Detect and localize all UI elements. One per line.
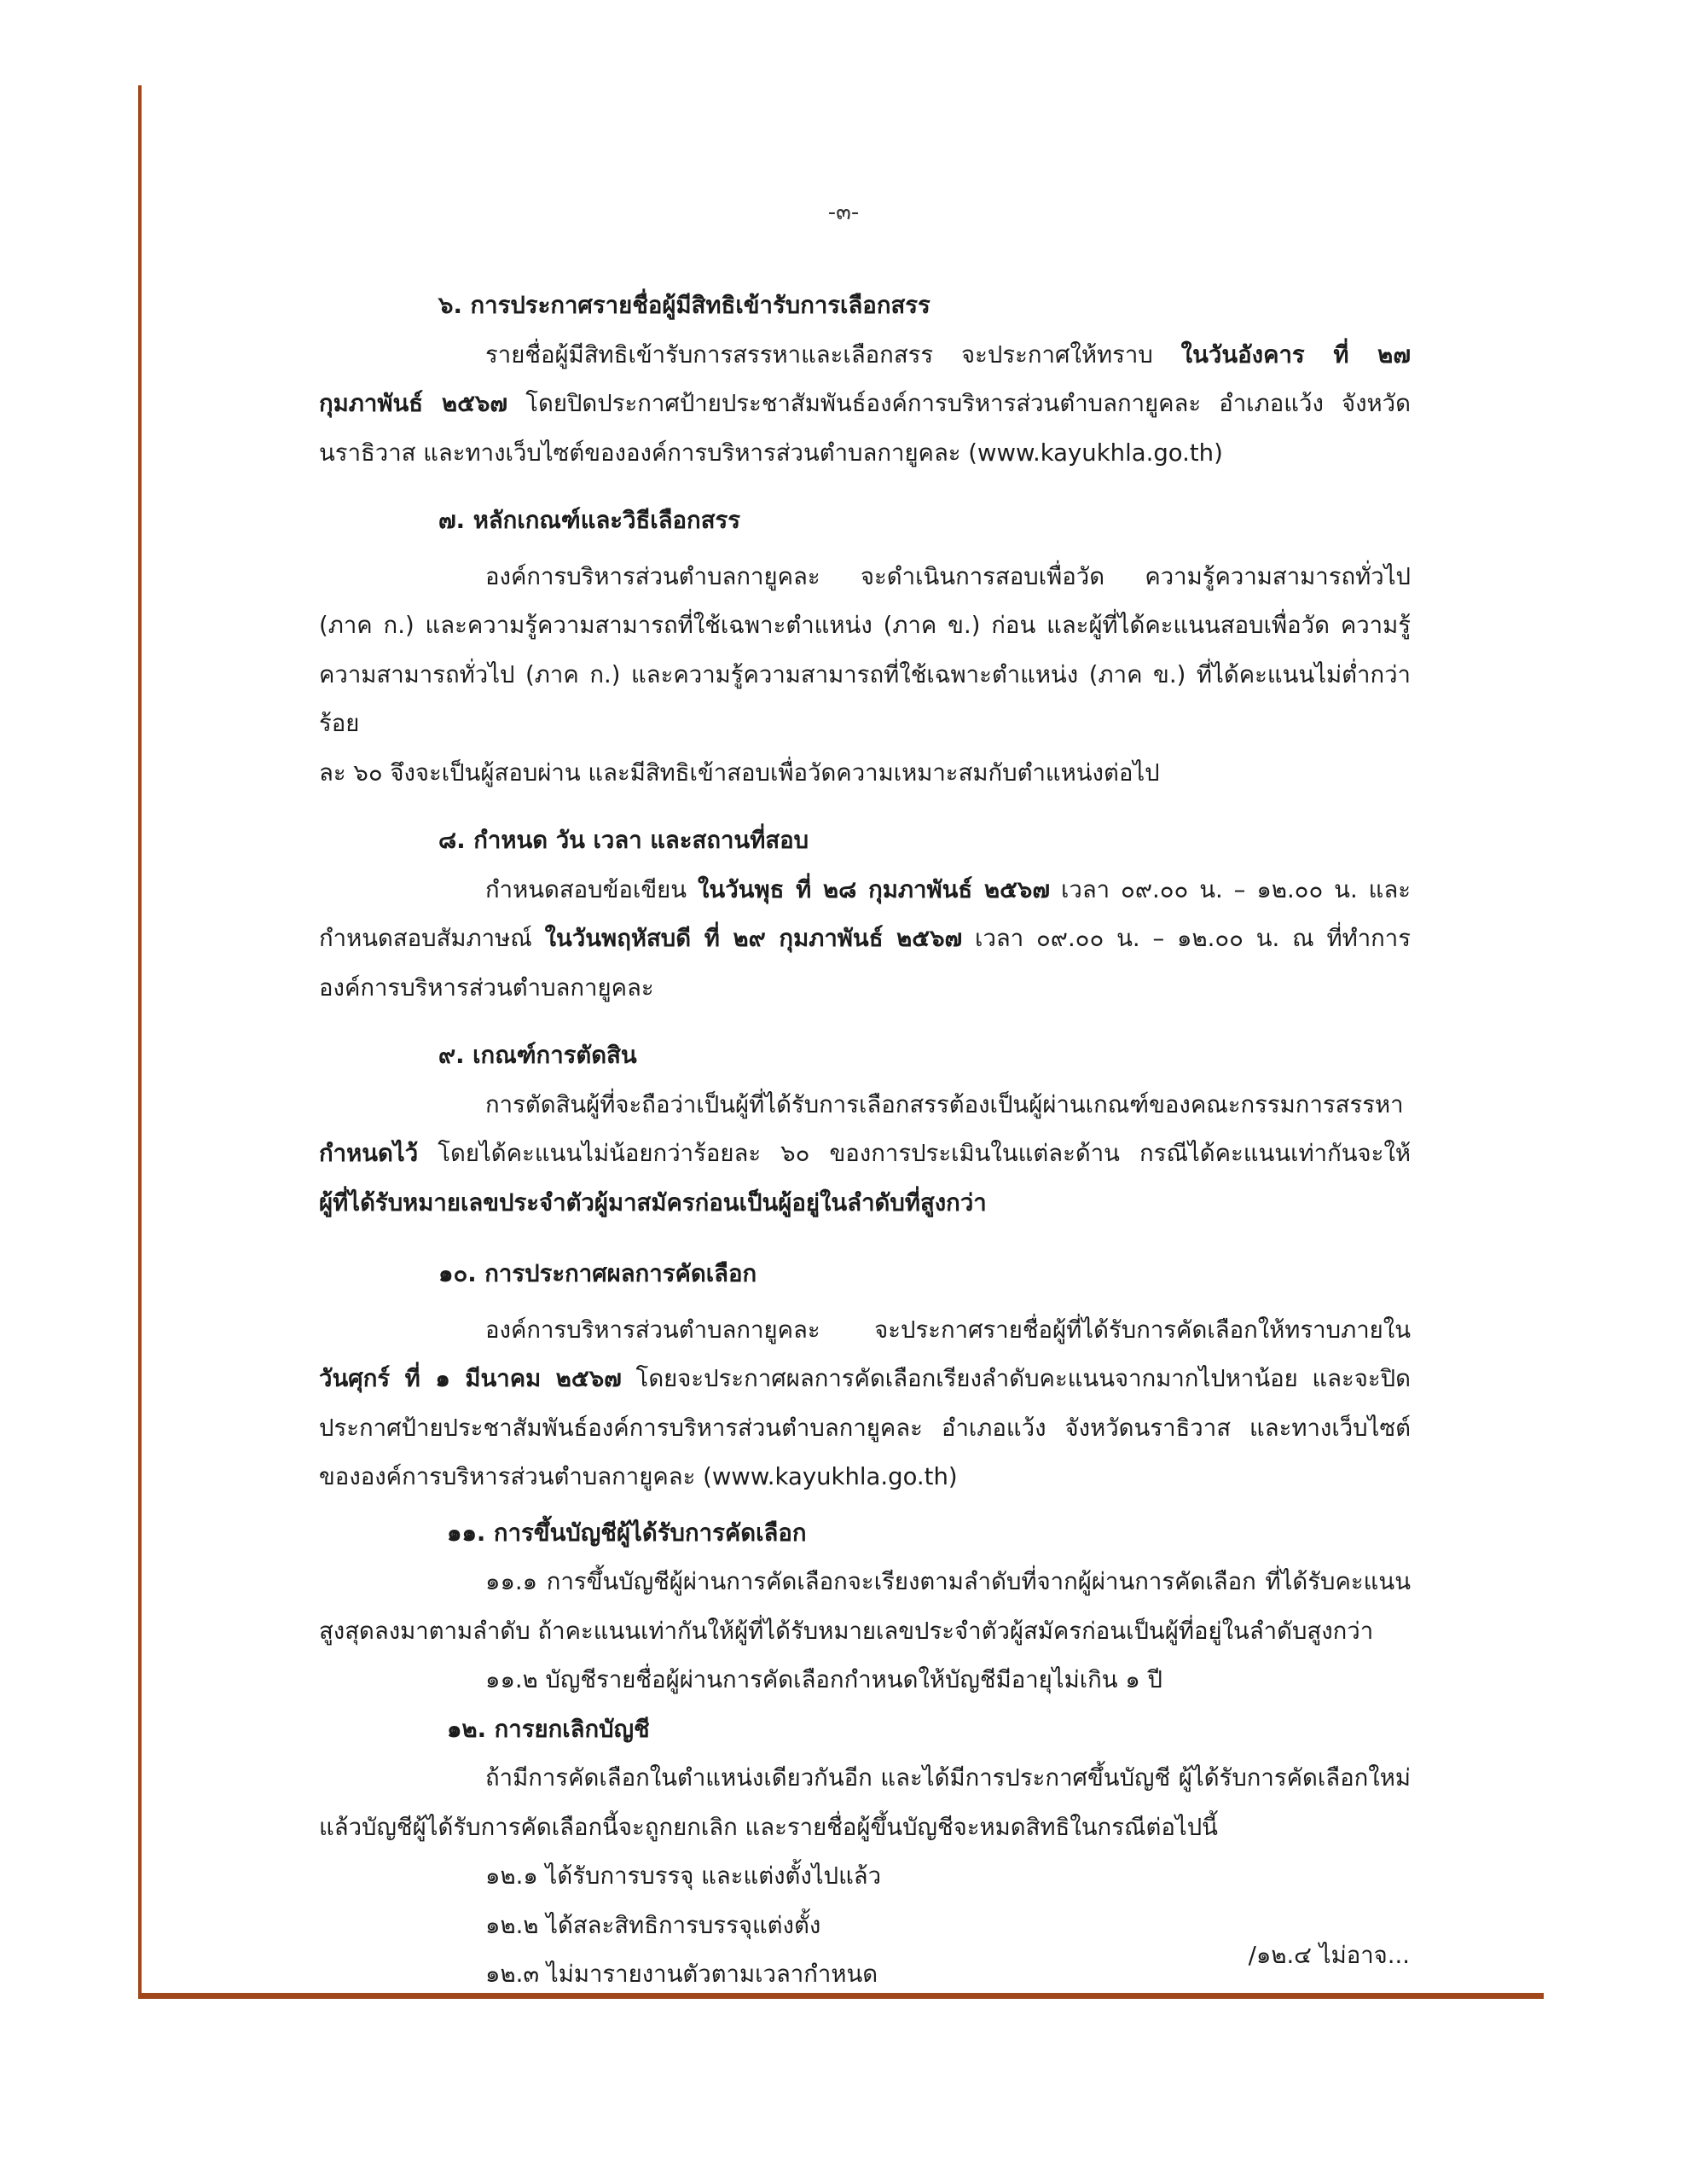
section-9-title: ๙. เกณฑ์การตัดสิน <box>438 1042 637 1069</box>
section-10-para-line2: วันศุกร์ ที่ ๑ มีนาคม ๒๕๖๗ โดยจะประกาศผลการคัดเลือกเรียงลำดับคะแนนจากมากไปหาน้อย และจะปิด <box>319 1365 1411 1392</box>
section-6-para-line1: รายชื่อผู้มีสิทธิเข้ารับการสรรหาและเลือกสรร จะประกาศให้ทราบ ในวันอังคาร ที่ ๒๗ <box>485 340 1411 369</box>
section-7-para-line1: องค์การบริหารส่วนตำบลกายูคละ จะดำเนินการสอบเพื่อวัด ความรู้ความสามารถทั่วไป <box>485 562 1411 590</box>
section-11-item-2: ๑๑.๒ บัญชีรายชื่อผู้ผ่านการคัดเลือกกำหนดให้บัญชีมีอายุไม่เกิน ๑ ปี <box>485 1666 1162 1693</box>
document-body <box>319 282 1411 2000</box>
section-10-para-line4: ขององค์การบริหารส่วนตำบลกายูคละ (www.kayukhla.go.th) <box>319 1463 958 1490</box>
section-11-title: ๑๑. การขึ้นบัญชีผู้ได้รับการคัดเลือก <box>447 1519 807 1547</box>
section-12-para-line2: แล้วบัญชีผู้ได้รับการคัดเลือกนี้จะถูกยกเลิก และรายชื่อผู้ขึ้นบัญชีจะหมดสิทธิในกรณีต่อไปนี้ <box>319 1813 1218 1841</box>
section-8-para-line2: กำหนดสอบสัมภาษณ์ ในวันพฤหัสบดี ที่ ๒๙ กุมภาพันธ์ ๒๕๖๗ เวลา ๐๙.๐๐ น. – ๑๒.๐๐ น. ณ ที่ทำการ <box>319 925 1411 952</box>
section-10-para-line1: องค์การบริหารส่วนตำบลกายูคละ จะประกาศรายชื่อผู้ที่ได้รับการคัดเลือกให้ทราบภายใน <box>485 1316 1411 1344</box>
section-8-title: ๘. กำหนด วัน เวลา และสถานที่สอบ <box>438 827 809 854</box>
section-10-title: ๑๐. การประกาศผลการคัดเลือก <box>438 1260 757 1287</box>
section-11-item-1-line2: สูงสุดลงมาตามลำดับ ถ้าคะแนนเท่ากันให้ผู้ที่ได้รับหมายเลขประจำตัวผู้สมัครก่อนเป็นผู้ที่อยู่ในลำดับสูงกว่า <box>319 1617 1374 1645</box>
section-9-para-line1: การตัดสินผู้ที่จะถือว่าเป็นผู้ที่ได้รับการเลือกสรรต้องเป็นผู้ผ่านเกณฑ์ของคณะกรรมการสรรหา <box>485 1090 1404 1118</box>
page-left-edge <box>138 85 142 1998</box>
section-6-para-line3: นราธิวาส และทางเว็บไซต์ขององค์การบริหารส่วนตำบลกายูคละ (www.kayukhla.go.th) <box>319 439 1223 467</box>
section-6-para-line2: กุมภาพันธ์ ๒๕๖๗ โดยปิดประกาศป้ายประชาสัมพันธ์องค์การบริหารส่วนตำบลกายูคละ อำเภอแว้ง จังหวัด <box>319 390 1411 417</box>
section-9-para-line2: กำหนดไว้ โดยได้คะแนนไม่น้อยกว่าร้อยละ ๖๐ ของการประเมินในแต่ละด้าน กรณีได้คะแนนเท่ากันจะให้ <box>319 1140 1411 1167</box>
section-6-title: ๖. การประกาศรายชื่อผู้มีสิทธิเข้ารับการเลือกสรร <box>438 292 930 319</box>
section-7-para-line3: ความสามารถทั่วไป (ภาค ก.) และความรู้ความสามารถที่ใช้เฉพาะตำแหน่ง (ภาค ข.) ที่ได้คะแนนไม่ต่ำกว่าร้อย <box>319 660 1411 737</box>
section-12-title: ๑๒. การยกเลิกบัญชี <box>447 1715 650 1743</box>
section-9-para-line3: ผู้ที่ได้รับหมายเลขประจำตัวผู้มาสมัครก่อนเป็นผู้อยู่ในลำดับที่สูงกว่า <box>319 1188 987 1217</box>
section-8-para-line1: กำหนดสอบข้อเขียน ในวันพุธ ที่ ๒๘ กุมภาพันธ์ ๒๕๖๗ เวลา ๐๙.๐๐ น. – ๑๒.๐๐ น. และ <box>485 875 1412 903</box>
section-12-item-3: ๑๒.๓ ไม่มารายงานตัวตามเวลากำหนด <box>485 1960 878 1988</box>
section-10-para-line3: ประกาศป้ายประชาสัมพันธ์องค์การบริหารส่วนตำบลกายูคละ อำเภอแว้ง จังหวัดนราธิวาส และทางเว็บไซต์ <box>319 1414 1411 1442</box>
section-8-para-line3: องค์การบริหารส่วนตำบลกายูคละ <box>319 973 654 1002</box>
section-12-item-2: ๑๒.๒ ได้สละสิทธิการบรรจุแต่งตั้ง <box>485 1911 821 1939</box>
section-7-title: ๗. หลักเกณฑ์และวิธีเลือกสรร <box>438 507 741 534</box>
section-11-item-1-line1: ๑๑.๑ การขึ้นบัญชีผู้ผ่านการคัดเลือกจะเรียงตามลำดับที่จากผู้ผ่านการคัดเลือก ที่ได้รับคะแนน <box>485 1568 1411 1595</box>
section-12-item-1: ๑๒.๑ ได้รับการบรรจุ และแต่งตั้งไปแล้ว <box>485 1862 882 1890</box>
page-number: -๓- <box>827 200 860 225</box>
section-7-para-line4: ละ ๖๐ จึงจะเป็นผู้สอบผ่าน และมีสิทธิเข้าสอบเพื่อวัดความเหมาะสมกับตำแหน่งต่อไป <box>319 758 1160 787</box>
continuation-note: /๑๒.๔ ไม่อาจ... <box>1248 1942 1410 1969</box>
section-7-para-line2: (ภาค ก.) และความรู้ความสามารถที่ใช้เฉพาะตำแหน่ง (ภาค ข.) ก่อน และผู้ที่ได้คะแนนสอบเพื่อวัด ความรู้ <box>319 612 1411 639</box>
section-12-para-line1: ถ้ามีการคัดเลือกในตำแหน่งเดียวกันอีก และได้มีการประกาศขึ้นบัญชี ผู้ได้รับการคัดเลือกใหม่ <box>485 1764 1411 1792</box>
